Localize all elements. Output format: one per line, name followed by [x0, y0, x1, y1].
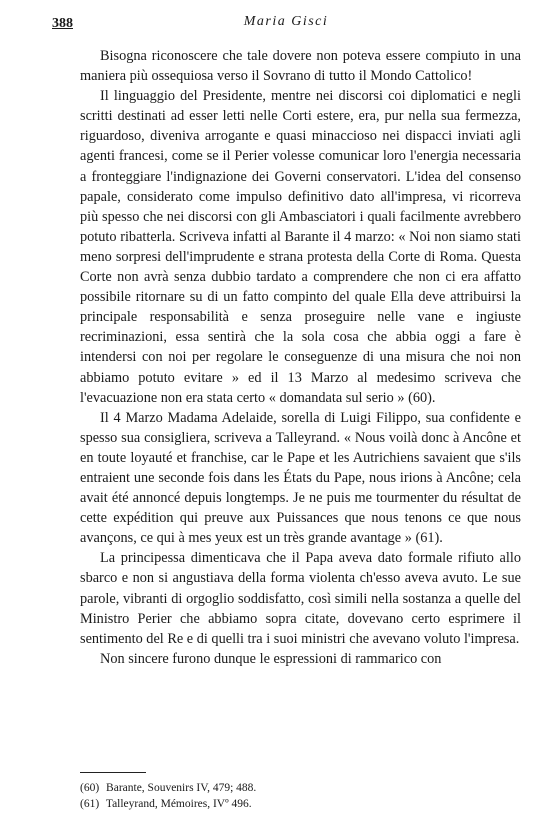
page-number: 388 — [52, 16, 73, 31]
paragraph: La principessa dimenticava che il Papa aveva dato formale rifiuto allo sbarco e non si angustiava della forma violenta ch'esso aveva avuto. Le sue parole, vibranti di orgoglio soddisfatto, così simili nella sostanza a quelle del Ministro Perier che abbiamo sopra citate, dovevano certo esprimere il sentimento del Re e di quelli tra i suoi ministri che avevano voluto l'impresa. — [80, 550, 521, 647]
footnote — [80, 780, 521, 796]
paragraph: Il 4 Marzo Madama Adelaide, sorella di Luigi Filippo, sua confidente e spesso sua consigliera, scriveva a Talleyrand. « Nous voilà donc à Ancône et en toute loyauté et franchise, car le Pape et les Autrichiens savaient que s'ils entraient une seconde fois dans les États du Pape, nous irions à Ancône; cela avait été annoncé depuis longtemps. Je ne puis me tourmenter du résultat de cette expédition qui preuve aux Puissances que nous tenons ce que nous avançons, ce qui à mes yeux est un très grande avantage » (61). — [80, 409, 521, 547]
footnote-text: Talleyrand, Mémoires, IVº 496. — [105, 798, 252, 810]
paragraph: Bisogna riconoscere che tale dovere non poteva essere compiuto in una maniera più ossequiosa verso il Sovrano di tutto il Mondo Cattolico! — [80, 48, 521, 85]
running-head: Maria Gisci — [243, 14, 329, 29]
body-text — [80, 46, 521, 669]
footnote — [80, 796, 521, 812]
footnote-number: (60) — [80, 782, 100, 794]
paragraph: Non sincere furono dunque le espressioni di rammarico con — [100, 650, 442, 667]
footnote-number: (61) — [80, 798, 100, 810]
footnote-text: Barante, Souvenirs IV, 479; 488. — [106, 782, 257, 794]
paragraph: Il linguaggio del Presidente, mentre nei discorsi coi diplomatici e negli scritti destinati ad esser letti nelle Corti estere, era, pur nella sua fermezza, riguardoso, diveniva arrogante e quasi minaccioso nei dispacci inviati agli agenti francesi, come se il Perier volesse comunicar loro l'energia necessaria a fronteggiare l'indignazione dei Governi conservatori. L'idea del consenso papale, considerato come impulso definitivo dato all'impresa, vi ricorreva più spesso che nei discorsi con gli Ambasciatori i quali facilmente avrebbero potuto ribatterla. Scriveva infatti al Barante il 4 marzo: « Noi non siamo stati meno sorpresi dell'imprudente e strana protesta della Corte di Roma. Questa Corte non avrà senza dubbio tardato a comprendere che non ci era affatto possibile ritornare su di un fatto compinto del quale Ella deve attribuirsi la principale responsabilità e senza proseguire nelle vane e ingiuste recriminazioni, essa sentirà che la sola cosa che abbia oggi a fare è intendersi con noi per regolare le conseguenze di una misura che noi non abbiamo potuto evitare » ed il 13 Marzo al medesimo scriveva che l'evacuazione non era stata certo « domandata sul serio » (60). — [80, 88, 521, 406]
footnote-divider — [80, 772, 146, 773]
footnotes — [80, 780, 521, 812]
page-header — [52, 12, 520, 36]
